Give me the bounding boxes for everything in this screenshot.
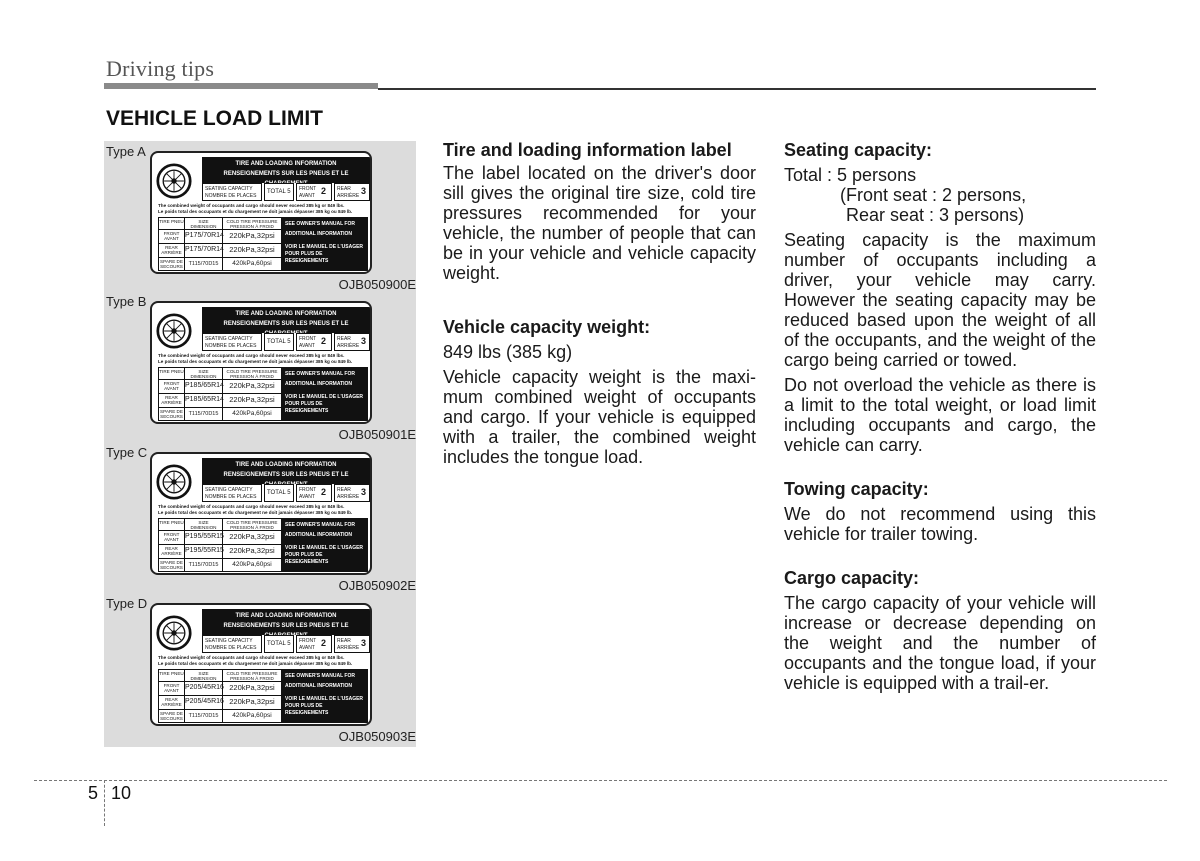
tire-table-grid [158,367,282,421]
rear-label-fr: ARRIÈRE [337,645,360,651]
capacity-weight-value: 849 lbs (385 kg) [443,342,573,362]
manual-note-2: ADDITIONAL INFORMATION [285,532,353,538]
col-tire: TIRE PNEU [159,519,185,530]
col-tire: TIRE PNEU [159,218,185,229]
col-size: SIZE DIMENSION [185,670,223,681]
tire-info-label [150,151,372,274]
spare-tire-pressure: 420kPa,60psi [232,712,272,719]
table-row [159,368,281,380]
col-pressure: COLD TIRE PRESSURE PRESSION À FROID [226,671,278,681]
seating-total: Total : 5 persons [784,165,917,185]
chapter-number: 5 [88,783,99,803]
manual-note-4: POUR PLUS DE RESEIGNEMENTS [285,251,329,264]
front-label: FRONT [299,638,317,644]
weight-warning-fr: Le poids total des occupants et du chargement ne doit jamais dépasser 385 kg ou 849 lb. [158,359,353,364]
front-box [296,333,332,351]
seating-label-fr: NOMBRE DE PLACES [205,193,257,199]
spare-tire-size: T115/70D15 [185,408,223,420]
front-box [296,183,332,201]
front-tire-size: P185/65R14 [185,380,223,393]
seating-total-box: TOTAL 5 [264,183,294,201]
table-row [159,258,281,270]
label-code: OJB050902E [338,578,416,593]
rear-tire-pressure: 220kPa,32psi [229,395,275,404]
tire-icon [156,615,192,651]
spare-tire-pressure: 420kPa,60psi [232,260,272,267]
seating-label-fr: NOMBRE DE PLACES [205,494,257,500]
manual-note-2: ADDITIONAL INFORMATION [285,683,353,689]
label-code: OJB050903E [338,729,416,744]
row-rear: REAR ARRIÈRE [159,696,185,709]
front-tire-size: P195/55R15 [185,531,223,544]
page-number: 10 [111,783,132,803]
rear-label-fr: ARRIÈRE [337,494,360,500]
row-spare: SPARE DE SECOURS [159,559,185,571]
seating-label-fr: NOMBRE DE PLACES [205,645,257,651]
manual-note-3: VOIR LE MANUEL DE L'USAGER [285,394,364,400]
front-count: 2 [321,186,327,196]
seating-label: SEATING CAPACITY [205,487,253,493]
label-heading-fr: RENSEIGNEMENTS SUR LES PNEUS ET LE CHARGEMENT [223,171,349,187]
manual-note-3: VOIR LE MANUEL DE L'USAGER [285,545,364,551]
rear-box [334,183,370,201]
footer-divider [104,780,105,826]
rear-tire-pressure: 220kPa,32psi [229,245,275,254]
seating-total-box: TOTAL 5 [264,635,294,653]
right-column [784,140,1096,693]
rear-tire-size: P185/65R14 [185,394,223,407]
tire-table-grid [158,217,282,271]
seating-label: SEATING CAPACITY [205,336,253,342]
rear-count: 3 [361,638,367,648]
table-row [159,682,281,696]
table-row [159,380,281,394]
table-row [159,559,281,571]
weight-warning [158,353,368,365]
cargo-heading: Cargo capacity: [784,568,920,588]
table-row [159,710,281,722]
tire-info-label [150,301,372,424]
table-row [159,230,281,244]
tire-label-text: The label located on the driver's door sill gives the original tire size, cold tire pressures recommended for your vehicle, the number of people that can be in your vehicle and vehicle capacity weight. [443,163,756,283]
front-label-fr: AVANT [299,343,315,349]
col-size: SIZE DIMENSION [185,368,223,379]
tire-table [158,669,368,723]
manual-note-1: SEE OWNER'S MANUAL FOR [285,673,355,679]
towing-text: We do not recommend using this vehicle for trailer towing. [784,504,1096,544]
capacity-weight-text: Vehicle capacity weight is the maxi-mum combined weight of occupants and cargo. If your vehicle is equipped with a trailer, the combined weight includes the tongue load. [443,367,756,467]
label-code: OJB050901E [338,427,416,442]
overload-text: Do not overload the vehicle as there is a limit to the total weight, or load limit including occupants and cargo, the vehicle can carry. [784,375,1096,455]
front-label: FRONT [299,487,317,493]
tire-icon [156,464,192,500]
label-type: Type A [106,144,146,159]
label-heading [202,157,370,187]
manual-note-4: POUR PLUS DE RESEIGNEMENTS [285,703,329,716]
table-row [159,244,281,258]
tire-icon [156,163,192,199]
row-spare: SPARE DE SECOURS [159,710,185,722]
rear-tire-size: P205/45R16 [185,696,223,709]
spare-tire-pressure: 420kPa,60psi [232,410,272,417]
rear-tire-pressure: 220kPa,32psi [229,697,275,706]
rear-tire-size: P175/70R14 [185,244,223,257]
weight-warning-en: The combined weight of occupants and cargo should never exceed 385 kg or 849 lbs. [158,353,345,358]
tire-info-label [150,452,372,575]
middle-column [443,140,756,467]
label-heading-en: TIRE AND LOADING INFORMATION [235,311,337,317]
spare-tire-size: T115/70D15 [185,258,223,270]
col-size: SIZE DIMENSION [185,218,223,229]
weight-warning-en: The combined weight of occupants and cargo should never exceed 385 kg or 849 lbs. [158,504,345,509]
front-count: 2 [321,487,327,497]
label-heading-en: TIRE AND LOADING INFORMATION [235,462,337,468]
weight-warning [158,203,368,215]
front-tire-pressure: 220kPa,32psi [229,532,275,541]
table-row [159,394,281,408]
manual-note [282,518,368,572]
seating-row [202,635,370,653]
table-row [159,519,281,531]
label-heading-fr: RENSEIGNEMENTS SUR LES PNEUS ET LE CHARGEMENT [223,623,349,639]
tire-table [158,217,368,271]
table-row [159,696,281,710]
seating-row [202,183,370,201]
rear-label: REAR [337,336,351,342]
front-label: FRONT [299,186,317,192]
manual-note-1: SEE OWNER'S MANUAL FOR [285,221,355,227]
seating-box [202,183,262,201]
capacity-weight-heading: Vehicle capacity weight: [443,317,651,337]
front-label-fr: AVANT [299,645,315,651]
weight-warning-fr: Le poids total des occupants et du chargement ne doit jamais dépasser 385 kg ou 849 lb. [158,661,353,666]
label-heading [202,307,370,337]
rear-box [334,635,370,653]
tire-table [158,518,368,572]
weight-warning [158,655,368,667]
seating-text: Seating capacity is the maximum number of occupants including a driver, your vehicle may carry. However the seating capacity may be reduced based upon the weight of all of the occupants, and the weight of the cargo being carried or towed. [784,230,1096,370]
manual-note-1: SEE OWNER'S MANUAL FOR [285,371,355,377]
manual-note-2: ADDITIONAL INFORMATION [285,231,353,237]
label-heading [202,458,370,488]
col-tire: TIRE PNEU [159,368,185,379]
rear-label-fr: ARRIÈRE [337,343,360,349]
table-row [159,670,281,682]
manual-note-3: VOIR LE MANUEL DE L'USAGER [285,696,364,702]
rear-label: REAR [337,638,351,644]
manual-note [282,367,368,421]
label-heading-en: TIRE AND LOADING INFORMATION [235,613,337,619]
tire-table-grid [158,518,282,572]
spare-tire-size: T115/70D15 [185,559,223,571]
col-tire: TIRE PNEU [159,670,185,681]
tire-icon [156,313,192,349]
seating-label: SEATING CAPACITY [205,638,253,644]
label-type: Type C [106,445,148,460]
row-front: FRONT AVANT [159,380,185,393]
weight-warning [158,504,368,516]
label-code: OJB050900E [338,277,416,292]
seating-row [202,484,370,502]
tire-label-heading: Tire and loading information label [443,140,732,160]
seating-heading: Seating capacity: [784,140,933,160]
rear-tire-size: P195/55R15 [185,545,223,558]
label-heading-fr: RENSEIGNEMENTS SUR LES PNEUS ET LE CHARGEMENT [223,472,349,488]
front-count: 2 [321,638,327,648]
tire-info-label [150,603,372,726]
spare-tire-pressure: 420kPa,60psi [232,561,272,568]
label-type: Type B [106,294,147,309]
cargo-text: The cargo capacity of your vehicle will increase or decrease depending on the weight and the number of occupants and the tongue load, if your vehicle is equipped with a trail-er. [784,593,1096,693]
front-label-fr: AVANT [299,494,315,500]
footer-rule [34,780,1167,781]
tire-table-grid [158,669,282,723]
row-front: FRONT AVANT [159,230,185,243]
table-row [159,408,281,420]
col-pressure: COLD TIRE PRESSURE PRESSION À FROID [226,369,278,379]
manual-note [282,669,368,723]
manual-note-1: SEE OWNER'S MANUAL FOR [285,522,355,528]
front-box [296,484,332,502]
seating-box [202,635,262,653]
table-row [159,218,281,230]
seating-label-fr: NOMBRE DE PLACES [205,343,257,349]
front-tire-pressure: 220kPa,32psi [229,683,275,692]
rear-label: REAR [337,487,351,493]
row-front: FRONT AVANT [159,682,185,695]
header-rule [378,88,1096,90]
col-pressure: COLD TIRE PRESSURE PRESSION À FROID [226,219,278,229]
weight-warning-fr: Le poids total des occupants et du chargement ne doit jamais dépasser 385 kg ou 849 lb. [158,209,353,214]
table-row [159,545,281,559]
front-count: 2 [321,336,327,346]
seating-row [202,333,370,351]
towing-heading: Towing capacity: [784,479,929,499]
label-heading-en: TIRE AND LOADING INFORMATION [235,161,337,167]
front-label-fr: AVANT [299,193,315,199]
tire-label-panel [104,141,416,747]
rear-label-fr: ARRIÈRE [337,193,360,199]
seating-total-box: TOTAL 5 [264,484,294,502]
col-size: SIZE DIMENSION [185,519,223,530]
table-row [159,531,281,545]
front-tire-pressure: 220kPa,32psi [229,381,275,390]
manual-note-2: ADDITIONAL INFORMATION [285,381,353,387]
rear-box [334,484,370,502]
seating-rear: Rear seat : 3 persons) [846,205,1025,225]
weight-warning-en: The combined weight of occupants and cargo should never exceed 385 kg or 849 lbs. [158,655,345,660]
rear-count: 3 [361,186,367,196]
row-rear: REAR ARRIÈRE [159,244,185,257]
rear-tire-pressure: 220kPa,32psi [229,546,275,555]
rear-count: 3 [361,336,367,346]
seating-box [202,484,262,502]
front-label: FRONT [299,336,317,342]
weight-warning-en: The combined weight of occupants and cargo should never exceed 385 kg or 849 lbs. [158,203,345,208]
seating-label: SEATING CAPACITY [205,186,253,192]
row-spare: SPARE DE SECOURS [159,408,185,420]
row-rear: REAR ARRIÈRE [159,394,185,407]
seating-front: (Front seat : 2 persons, [840,185,1027,205]
rear-count: 3 [361,487,367,497]
manual-note [282,217,368,271]
row-spare: SPARE DE SECOURS [159,258,185,270]
section-title: VEHICLE LOAD LIMIT [106,107,323,130]
weight-warning-fr: Le poids total des occupants et du chargement ne doit jamais dépasser 385 kg ou 849 lb. [158,510,353,515]
seating-total-box: TOTAL 5 [264,333,294,351]
seating-box [202,333,262,351]
header-title: Driving tips [106,56,215,81]
header-bar [104,83,378,89]
row-front: FRONT AVANT [159,531,185,544]
front-tire-size: P205/45R16 [185,682,223,695]
label-heading-fr: RENSEIGNEMENTS SUR LES PNEUS ET LE CHARGEMENT [223,321,349,337]
col-pressure: COLD TIRE PRESSURE PRESSION À FROID [226,520,278,530]
manual-note-4: POUR PLUS DE RESEIGNEMENTS [285,401,329,414]
rear-label: REAR [337,186,351,192]
front-tire-size: P175/70R14 [185,230,223,243]
label-type: Type D [106,596,148,611]
label-heading [202,609,370,639]
spare-tire-size: T115/70D15 [185,710,223,722]
front-box [296,635,332,653]
manual-note-3: VOIR LE MANUEL DE L'USAGER [285,244,364,250]
tire-table [158,367,368,421]
row-rear: REAR ARRIÈRE [159,545,185,558]
rear-box [334,333,370,351]
front-tire-pressure: 220kPa,32psi [229,231,275,240]
manual-note-4: POUR PLUS DE RESEIGNEMENTS [285,552,329,565]
